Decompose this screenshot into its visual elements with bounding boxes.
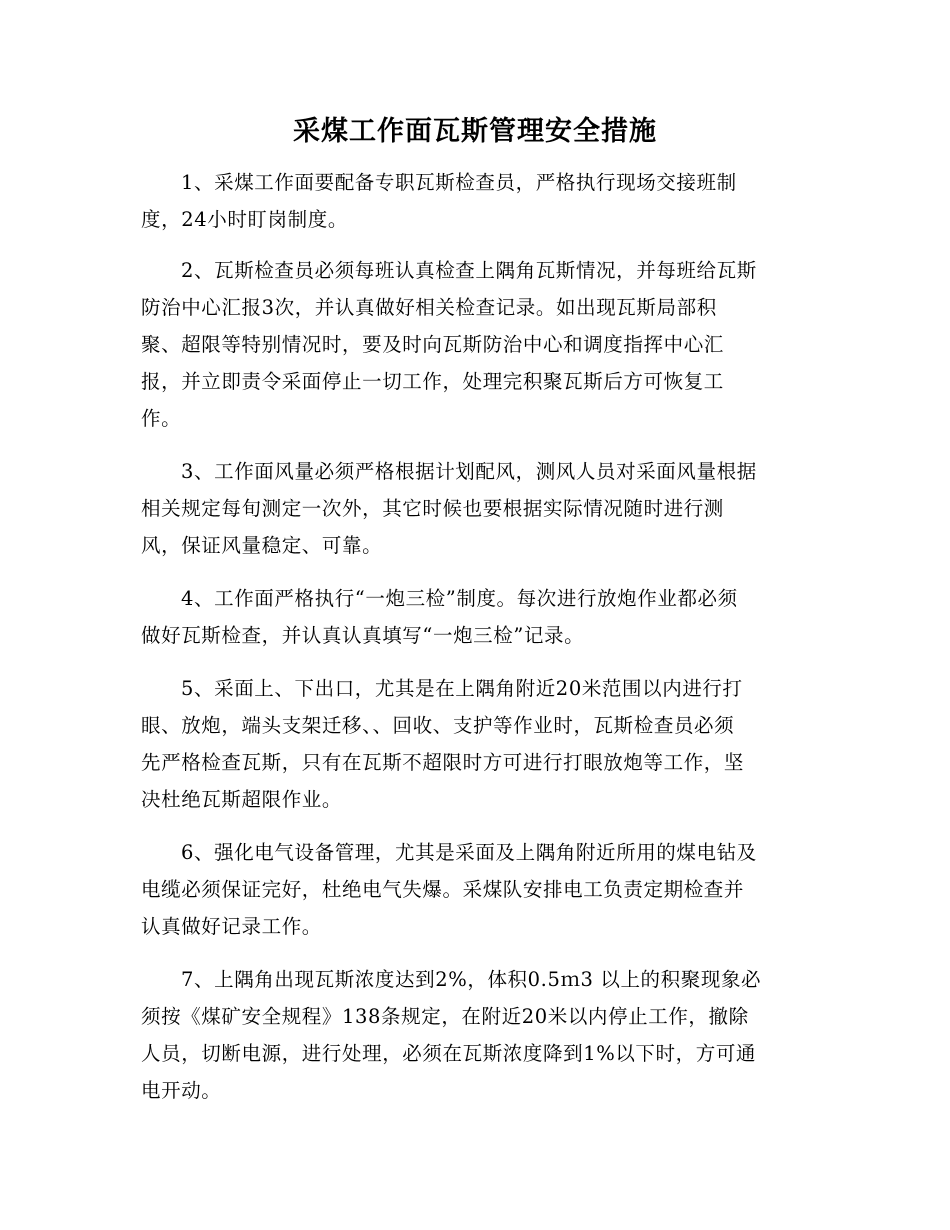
paragraph-7-line-1: 7、上隅角出现瓦斯浓度达到2%，体积0.5ｍ3 以上的积聚现象必 (181, 968, 762, 991)
paragraph-5-line-4: 决杜绝瓦斯超限作业。 (141, 788, 343, 811)
paragraph-7-line-3: 人员，切断电源，进行处理，必须在瓦斯浓度降到1%以下时，方可通 (141, 1042, 757, 1065)
paragraph-6-line-3: 认真做好记录工作。 (141, 915, 322, 938)
paragraph-2-line-5: 作。 (141, 407, 182, 430)
paragraph-3-line-2: 相关规定每旬测定一次外，其它时候也要根据实际情况随时进行测 (141, 497, 724, 520)
paragraph-2-line-3: 聚、超限等特别情况时，要及时向瓦斯防治中心和调度指挥中心汇 (141, 333, 724, 356)
paragraph-7-line-2: 须按《煤矿安全规程》138条规定，在附近20米以内停止工作，撤除 (141, 1005, 749, 1028)
paragraph-6-line-1: 6、强化电气设备管理，尤其是采面及上隅角附近所用的煤电钻及 (181, 841, 757, 864)
paragraph-2-line-1: 2、瓦斯检查员必须每班认真检查上隅角瓦斯情况，并每班给瓦斯 (181, 259, 757, 282)
paragraph-2-line-4: 报，并立即责令采面停止一切工作，处理完积聚瓦斯后方可恢复工 (141, 370, 724, 393)
paragraph-4-line-2: 做好瓦斯检查，并认真认真填写“一炮三检”记录。 (141, 624, 585, 647)
paragraph-5-line-3: 先严格检查瓦斯，只有在瓦斯不超限时方可进行打眼放炮等工作，坚 (141, 751, 745, 774)
paragraph-3-line-1: 3、工作面风量必须严格根据计划配风，测风人员对采面风量根据 (181, 460, 757, 483)
paragraph-1-line-2: 度，24小时盯岗制度。 (141, 208, 348, 231)
paragraph-7-line-4: 电开动。 (141, 1079, 222, 1102)
paragraph-3-line-3: 风，保证风量稳定、可靠。 (141, 534, 383, 557)
document-title: 采煤工作面瓦斯管理安全措施 (293, 116, 657, 147)
paragraph-1-line-1: 1、采煤工作面要配备专职瓦斯检查员，严格执行现场交接班制 (181, 171, 737, 194)
paragraph-2-line-2: 防治中心汇报3次，并认真做好相关检查记录。如出现瓦斯局部积 (141, 296, 717, 319)
paragraph-5-line-2: 眼、放炮，端头支架迁移、、回收、支护等作业时，瓦斯检查员必须 (141, 714, 735, 737)
paragraph-6-line-2: 电缆必须保证完好，杜绝电气失爆。采煤队安排电工负责定期检查并 (141, 878, 745, 901)
paragraph-5-line-1: 5、采面上、下出口，尤其是在上隅角附近20米范围以内进行打 (181, 677, 743, 700)
paragraph-4-line-1: 4、工作面严格执行“一炮三检”制度。每次进行放炮作业都必须 (181, 587, 738, 610)
